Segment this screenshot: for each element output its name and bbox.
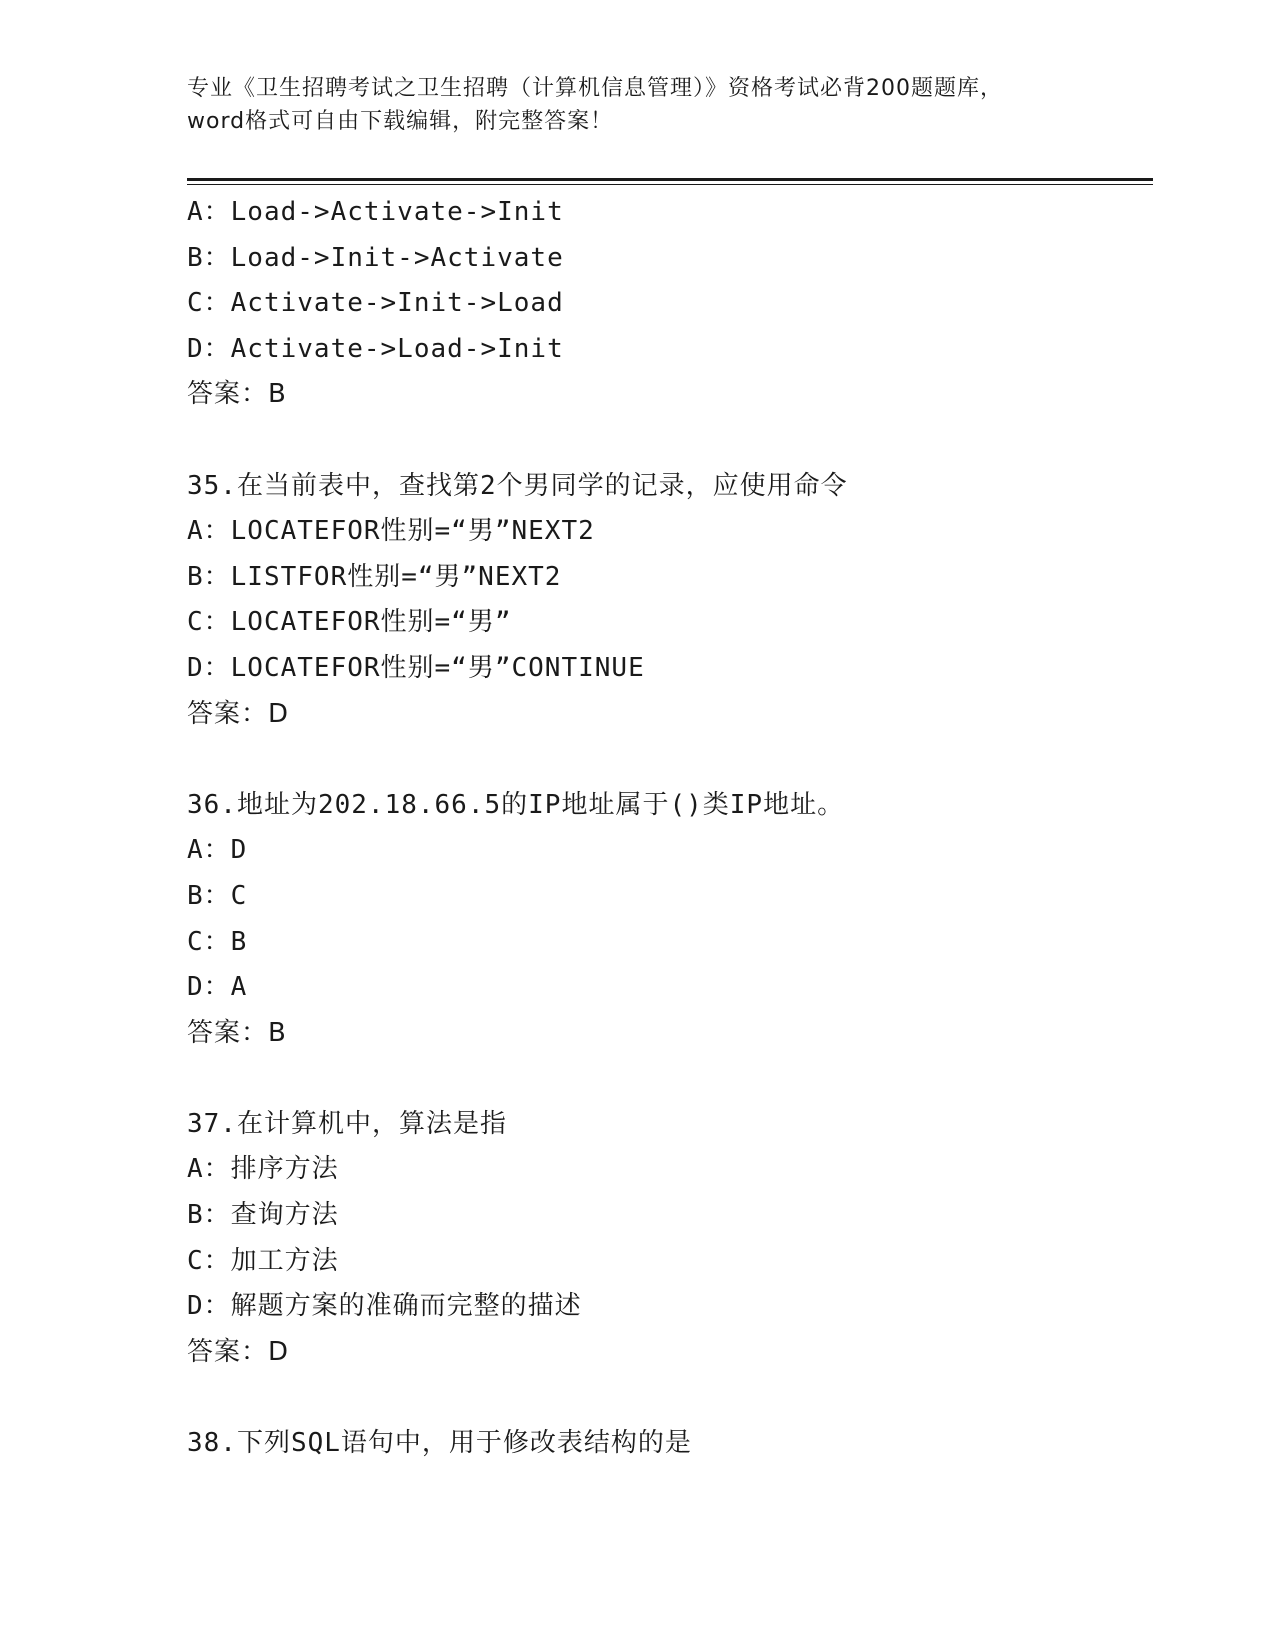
spacer bbox=[187, 1056, 1147, 1102]
question-block-38 bbox=[187, 1421, 1147, 1467]
answer-line: 答案：B bbox=[187, 379, 287, 410]
question-block-34 bbox=[187, 190, 1147, 418]
header-line-1: 专业《卫生招聘考试之卫生招聘（计算机信息管理）》资格考试必背200题题库， bbox=[187, 76, 1003, 101]
option-a: A：D bbox=[187, 835, 248, 866]
spacer bbox=[187, 1375, 1147, 1421]
option-b: B：C bbox=[187, 880, 248, 911]
question-text: 38.下列SQL语句中，用于修改表结构的是 bbox=[187, 1428, 692, 1459]
option-d: D：解题方案的准确而完整的描述 bbox=[187, 1291, 582, 1322]
option-d: D：Activate->Load->Init bbox=[187, 333, 564, 364]
option-a: A：LOCATEFOR性别=“男”NEXT2 bbox=[187, 516, 595, 547]
option-a: A：Load->Activate->Init bbox=[187, 197, 564, 227]
header-line-2: word格式可自由下载编辑，附完整答案！ bbox=[187, 109, 614, 134]
option-c: C：B bbox=[187, 926, 248, 957]
answer-line: 答案：D bbox=[187, 698, 290, 729]
question-block-35 bbox=[187, 464, 1147, 738]
option-d: D：A bbox=[187, 972, 248, 1003]
option-b: B：LISTFOR性别=“男”NEXT2 bbox=[187, 561, 562, 592]
option-b: B：查询方法 bbox=[187, 1200, 339, 1231]
spacer bbox=[187, 737, 1147, 783]
question-text: 36.地址为202.18.66.5的IP地址属于()类IP地址。 bbox=[187, 789, 845, 820]
question-text: 35.在当前表中，查找第2个男同学的记录，应使用命令 bbox=[187, 470, 848, 501]
option-c: C：加工方法 bbox=[187, 1245, 339, 1276]
document-header bbox=[187, 72, 1087, 138]
header-divider-thin bbox=[187, 184, 1153, 185]
header-divider-thick bbox=[187, 178, 1153, 181]
option-c: C：LOCATEFOR性别=“男” bbox=[187, 607, 512, 638]
option-c: C：Activate->Init->Load bbox=[187, 288, 564, 319]
option-b: B：Load->Init->Activate bbox=[187, 242, 564, 273]
spacer bbox=[187, 418, 1147, 464]
answer-line: 答案：D bbox=[187, 1336, 290, 1367]
option-a: A：排序方法 bbox=[187, 1154, 339, 1185]
answer-line: 答案：B bbox=[187, 1017, 287, 1048]
question-text: 37.在计算机中，算法是指 bbox=[187, 1108, 507, 1139]
question-block-37 bbox=[187, 1102, 1147, 1376]
option-d: D：LOCATEFOR性别=“男”CONTINUE bbox=[187, 652, 645, 683]
question-list bbox=[187, 190, 1147, 1467]
question-block-36 bbox=[187, 783, 1147, 1057]
